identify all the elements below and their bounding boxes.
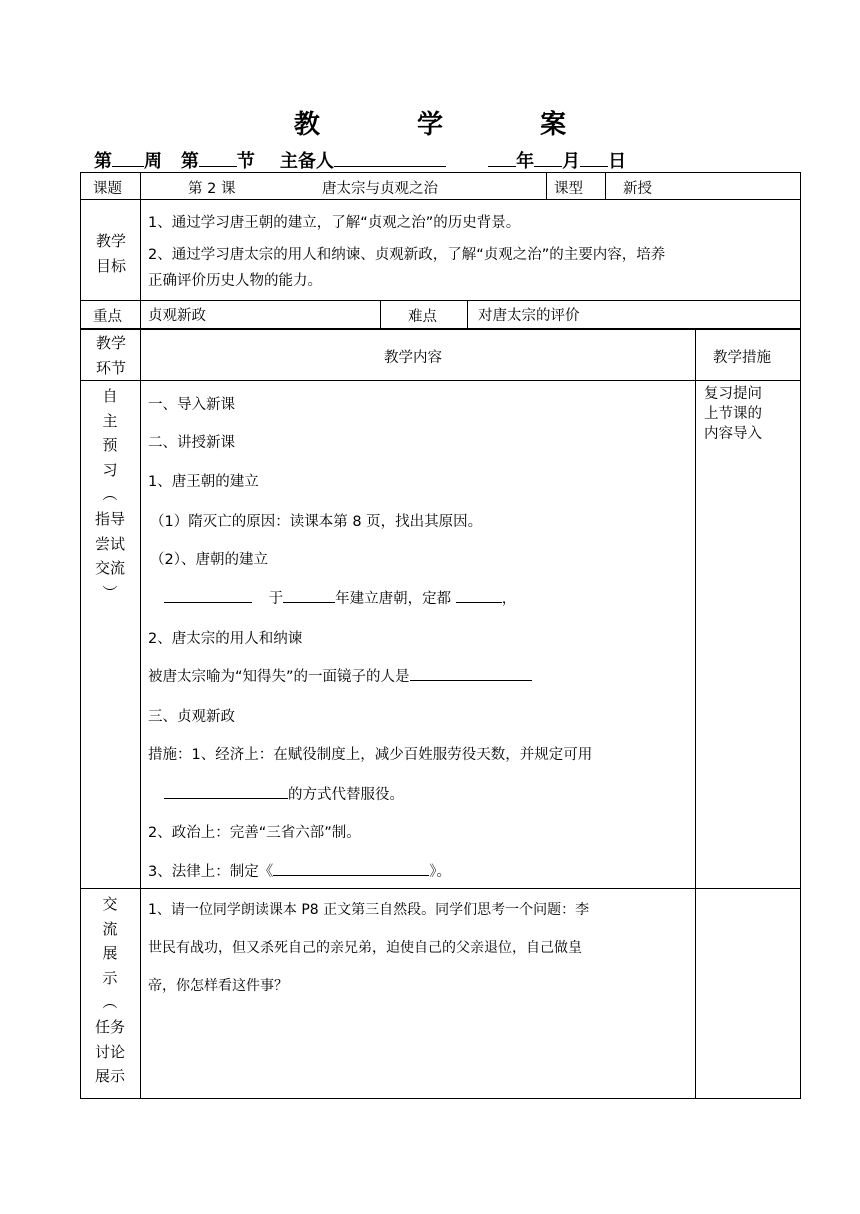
- s1-stage-6: 指导: [94, 509, 125, 528]
- header-line: [94, 147, 626, 173]
- key-value: 贞观新政: [148, 308, 206, 324]
- page-title: [0, 104, 860, 141]
- s2-stage-3: 展: [102, 944, 118, 963]
- section1-measure: [704, 384, 762, 444]
- section-prefix: 第: [180, 151, 199, 172]
- s1-stage-1: 自: [102, 387, 118, 405]
- s1-line-8: [148, 665, 532, 686]
- s2-stage-5: ︵: [102, 993, 118, 1012]
- s2-stage-2: 流: [102, 919, 118, 938]
- type-label: 课型: [554, 181, 583, 197]
- goals-label-line-1: 教学: [95, 232, 126, 250]
- capital-blank: [456, 588, 502, 603]
- preparer-label: 主备人: [279, 151, 334, 172]
- s1-measure-2: 上节课的: [704, 406, 762, 422]
- s1-line-4: （1）隋灭亡的原因：读课本第 8 页，找出其原因。: [150, 514, 483, 530]
- title-char-2: 学: [416, 110, 443, 140]
- s1-line-13b: 》。: [429, 864, 451, 880]
- s1-line-11: [164, 783, 404, 804]
- difficulty-label: 难点: [408, 309, 437, 325]
- s1-line-7: 2、唐太宗的用人和纳谏: [148, 631, 303, 647]
- year-founded-blank: [283, 588, 335, 603]
- month-label: 月: [562, 151, 581, 172]
- content-label: 教学内容: [384, 350, 442, 366]
- difficulty-value: 对唐太宗的评价: [478, 308, 580, 324]
- s1-line-2: 二、讲授新课: [148, 435, 235, 451]
- mirror-person-blank: [410, 666, 532, 681]
- year-blank: [488, 148, 516, 167]
- s1-measure-3: 内容导入: [704, 426, 762, 442]
- day-blank: [580, 148, 608, 167]
- s1-measure-1: 复习提问: [704, 386, 762, 402]
- lesson-topic: 唐太宗与贞观之治: [322, 181, 438, 197]
- s1-line-12: 2、政治上：完善“三省六部”制。: [148, 825, 361, 841]
- s1-line-9: 三、贞观新政: [148, 709, 235, 725]
- topic-label: 课题: [93, 181, 122, 197]
- s1-line-5: （2）、唐朝的建立: [150, 552, 268, 568]
- law-blank: [273, 861, 429, 876]
- s1-line-10: 措施：1、经济上：在赋役制度上，减少百姓服劳役天数，并规定可用: [148, 747, 593, 763]
- title-char-1: 教: [293, 110, 320, 140]
- s1-stage-2: 主: [102, 411, 118, 430]
- s1-line-6b: 年建立唐朝，定都: [335, 591, 452, 607]
- goal-2-line-2: 正确评价历史人物的能力。: [148, 273, 322, 289]
- s1-stage-7: 尝试: [94, 534, 125, 553]
- s1-line-13: [148, 860, 451, 881]
- section-suffix: 节: [236, 151, 255, 172]
- s2-stage-6: 任务: [94, 1017, 125, 1036]
- s1-line-3: 1、唐王朝的建立: [148, 474, 259, 490]
- s1-line-1: 一、导入新课: [148, 397, 235, 413]
- s2-line-3: 帝，你怎样看这件事？: [148, 978, 288, 994]
- s2-line-1: 1、请一位同学朗读课本 P8 正文第三自然段。同学们思考一个问题：李: [148, 902, 590, 918]
- s1-stage-8: 交流: [94, 559, 125, 578]
- s1-line-8-text: 被唐太宗喻为“知得失”的一面镜子的人是: [148, 669, 410, 685]
- s2-line-2: 世民有战功，但又杀死自己的亲兄弟，迫使自己的父亲退位，自己做皇: [148, 940, 582, 956]
- month-blank: [534, 148, 562, 167]
- stage-label: [91, 331, 131, 380]
- lesson-number: 第 2 课: [188, 181, 236, 197]
- week-prefix: 第: [94, 151, 112, 172]
- type-value: 新授: [623, 181, 652, 197]
- section1-stage: [90, 384, 130, 605]
- goals-label-line-2: 目标: [95, 256, 126, 275]
- section-blank: [199, 148, 237, 167]
- week-suffix: 周: [144, 151, 162, 172]
- s1-line-11-text: 的方式代替服役。: [288, 787, 404, 803]
- s2-stage-1: 交: [102, 895, 118, 913]
- goal-2-line-1: 2、通过学习唐太宗的用人和纳谏、贞观新政，了解“贞观之治”的主要内容，培养: [148, 247, 666, 263]
- s1-line-6: [164, 587, 516, 608]
- measure-label: 教学措施: [713, 350, 771, 366]
- s1-line-13a: 3、法律上：制定《: [148, 864, 274, 880]
- s2-stage-7: 讨论: [94, 1042, 125, 1061]
- preparer-blank: [334, 148, 446, 167]
- substitute-blank: [164, 784, 288, 799]
- key-label: 重点: [93, 309, 122, 325]
- s1-stage-3: 预: [102, 436, 118, 455]
- s2-stage-4: 示: [102, 968, 118, 987]
- s1-stage-4: 习: [102, 460, 118, 479]
- s1-line-6a: 于: [268, 591, 284, 607]
- section2-stage: [90, 892, 130, 1089]
- year-label: 年: [516, 151, 535, 172]
- week-blank: [112, 148, 144, 167]
- founder-blank: [164, 588, 252, 603]
- s1-stage-9: ︶: [102, 583, 118, 602]
- s1-stage-5: ︵: [102, 485, 118, 504]
- stage-label-line-1: 教学: [95, 334, 126, 352]
- day-label: 日: [608, 151, 627, 172]
- stage-label-line-2: 环节: [95, 358, 126, 377]
- goal-1: 1、通过学习唐王朝的建立，了解“贞观之治”的历史背景。: [148, 215, 521, 231]
- title-char-3: 案: [540, 110, 567, 140]
- s1-line-6c: ，: [501, 591, 517, 607]
- goals-label: [91, 229, 131, 278]
- s2-stage-8: 展示: [94, 1067, 125, 1086]
